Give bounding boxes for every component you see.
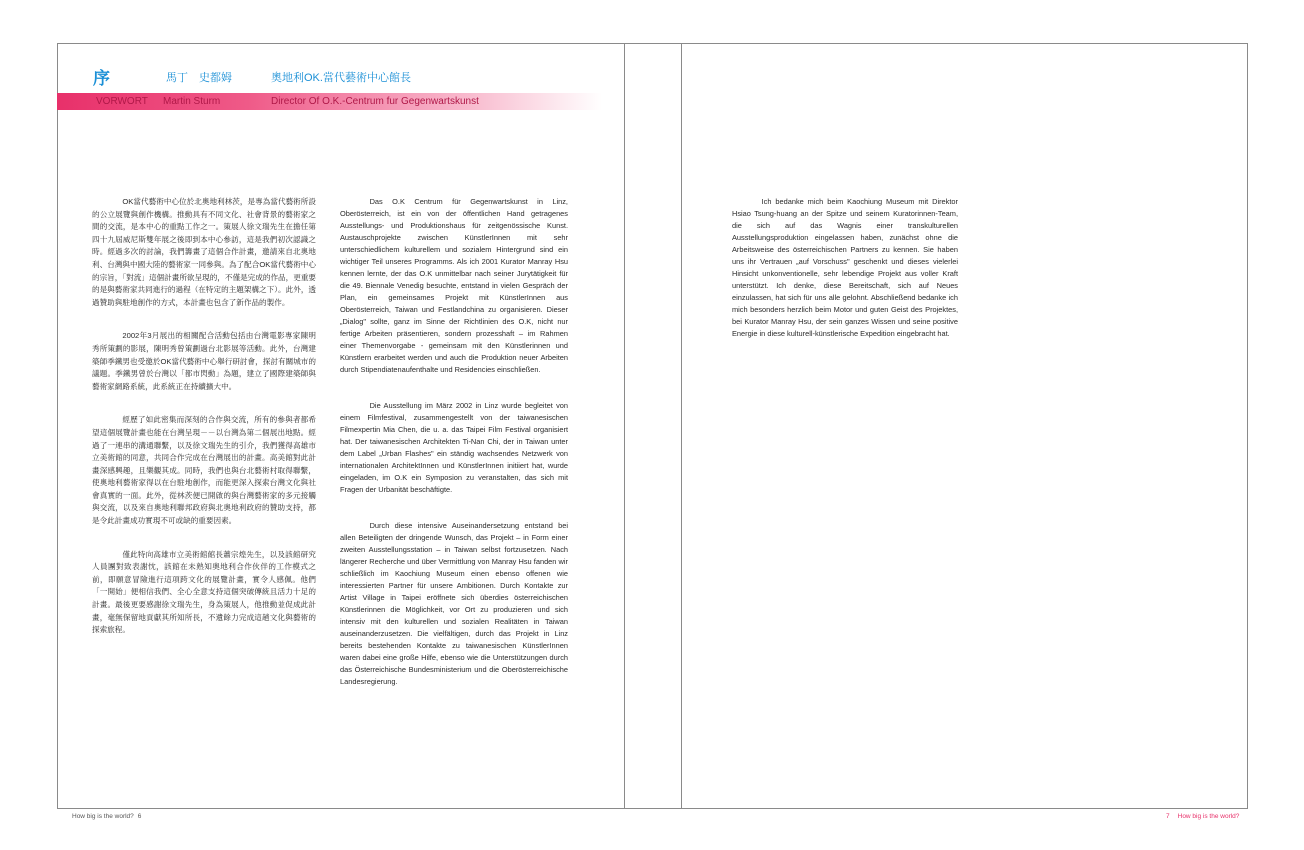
- footer-left-text: How big is the world?: [72, 813, 134, 820]
- paragraph-de-3: Durch diese intensive Auseinandersetzung entstand bei allen Beteiligten der dringende Wunsch, das Projekt – in Form einer zweiten Ausstellungsstation – in Taiwan selbst fortzusetzen. Nach längerer Recherche und über Vermittlung von Manray Hsu fanden wir schließlich im Kaochiung Museum einen ebenso offenen wie interessierten Partner für unsere Ambitionen. Durch Kontakte zur Artist Village in Taipei eröffnete sich überdies österreichischen Künstlerinnen die Möglichkeit, vor Ort zu produzieren und sich intensiv mit den kulturellen und sozialen Realitäten in Taiwan auseinanderzusetzen. Die vielfältigen, durch das Projekt in Linz bereits bestehenden Kontakte zu taiwanesischen KünstlerInnen waren dabei eine große Hilfe, ebenso wie die Unterstützungen durch das Österreichische Bundesministerium und die Oberösterreichische Landesregierung.: [340, 521, 568, 686]
- footer-right-text: How big is the world?: [1177, 813, 1240, 820]
- page-number-left: 6: [137, 813, 142, 820]
- author-role-zh: 奧地利OK.當代藝術中心館長: [271, 72, 411, 84]
- paragraph-zh-3: 經歷了如此密集而深刻的合作與交流，所有的參與者都希望這個展覽計畫也能在台灣呈現－－以台灣為第二個展出地點。經過了一連串的溝通聯繫，以及徐文瑞先生的引介，我們獲得高雄市立美術館的同意，共同合作完成在台灣展出的計畫。高美館對此計畫深感興趣，且樂觀其成。同時，我們也與台北藝術村取得聯繫，使奧地利藝術家得以在台駐地創作，而能更深入探索台灣文化與社會真實的一面。此外，從林茨便已開啟的與台灣藝術家的多元接觸與交流，以及來自奧地利聯邦政府與北奧地利政府的贊助支持，都是令此計畫成功實現不可或缺的重要因素。: [92, 415, 316, 526]
- paragraph-de-2: Die Ausstellung im März 2002 in Linz wurde begleitet von einem Filmfestival, zusammengestellt von der taiwanesischen Filmexpertin Mia Chen, die u. a. das Taipei Film Festival organisiert hat. Der taiwanesischen Architekten Ti-Nan Chi, der in Taiwan unter dem Label „Urban Flashes" ein ständig wachsendes Netzwerk von internationalen ArchitektInnen und KünstlerInnen initiiert hat, wurde eingeladen, im O.K ein Symposion zu veranstalten, das sich mit Fragen der Urbanität beschäftigte.: [340, 401, 568, 494]
- paragraph-de-4: Ich bedanke mich beim Kaochiung Museum mit Direktor Hsiao Tsung-huang an der Spitze und seinem Kuratorinnen-Team, die sich auf das Wagnis einer transkulturellen Ausstellungsproduktion eingelassen haben, zunächst ohne die Arbeitsweise des österreichischen Partners zu kennen. Sie haben uns ihr Vertrauen „auf Vorschuss" geschenkt und dieses vielerlei Hinsicht unkonventionelle, sehr lebendige Projekt aus voller Kraft unterstützt. Ich denke, diese Bereitschaft, sich auf Neues einzulassen, hat sich für uns alle gelohnt. Abschließend bedanke ich mich besonders herzlich beim Motor und guten Geist des Projektes, bei Kurator Manray Hsu, der sein ganzes Wissen und seine positive Energie in diese kulturell-künstlerische Expedition eingebracht hat.: [732, 197, 958, 338]
- gutter-frame: [624, 43, 682, 809]
- paragraph-zh-2: 2002年3月展出的相關配合活動包括由台灣電影專家陳明秀所策劃的影展，陳明秀曾策劃過台北影展等活動。此外，台灣建築師季鐵男也受邀於OK當代藝術中心舉行研討會，探討有關城市的議題。季鐵男曾於台灣以「都市閃動」為題，建立了國際建築師與藝術家網路系統，此系統正在持續擴大中。: [92, 331, 316, 391]
- author-name-zh: 馬丁 史都姆: [166, 72, 232, 84]
- section-title-de: VORWORT: [96, 96, 148, 107]
- paragraph-de-1: Das O.K Centrum für Gegenwartskunst in Linz, Oberösterreich, ist ein von der öffentlichen Hand getragenes Ausstellungs- und Produktionshaus für zeitgenössische Kunst. Austauschprojekte zwischen KünstlerInnen mit sehr unterschiedlichem kulturellem und sozialem Hintergrund sind ein wichtiger Teil unseres Programms. Als ich 2001 Kurator Manray Hsu kennen lernte, der das O.K unmittelbar nach seiner Jurytätigkeit für die 49. Biennale Venedig besuchte, entstand in vielen Gespräch der Plan, ein gemeinsames Projekt mit KünstlerInnen aus Oberösterreich, Taiwan und Festlandchina zu organisieren. Dieser „Dialog" sollte, ganz im Sinne der Richtlinien des O.K, nicht nur fertige Arbeiten präsentieren, sondern prozesshaft – im Rahmen einer Themenvorgabe - gemeinsam mit den Künstlerinnen und Künstlern erarbeitet werden und auch die Produktion neuer Arbeiten durch Stipendiatenaufenthalte und Residencies einschließen.: [340, 197, 568, 374]
- page-number-right: 7: [1166, 813, 1170, 820]
- paragraph-zh-4: 僅此特向高雄市立美術館館長蕭宗煌先生，以及該館研究人員團對致表謝忱，該館在未熟知奧地利合作伙伴的工作模式之前，即願意冒險進行這項跨文化的展覽計畫，實令人感佩。他們「一開始」便相信我們、全心全意支持這個突破傳統且活力十足的計畫。最後更要感謝徐文瑞先生，身為策展人，他推動並促成此計畫，毫無保留地貢獻其所知所長，不遺餘力完成這趟文化與藝術的探索旅程。: [92, 549, 316, 635]
- right-page-frame: [681, 43, 1248, 809]
- section-title-zh: 序: [93, 69, 110, 88]
- german-text-column-right: [732, 196, 958, 358]
- german-text-column: [340, 196, 568, 712]
- chinese-text-column: [92, 196, 316, 658]
- author-role-de: Director Of O.K.-Centrum fur Gegenwartskunst: [271, 96, 479, 107]
- paragraph-zh-1: OK當代藝術中心位於北奧地利林茨，是專為當代藝術所設的公立展覽與創作機構。推動具有不同文化、社會背景的藝術家之間的交流，是本中心的重點工作之一。策展人徐文瑞先生在擔任第四十九屆威尼斯雙年展之後即到本中心參訪，這是我們初次認識之時。經過多次的討論，我們籌畫了這個合作計畫，邀請來自北奧地利、台灣與中國大陸的藝術家一同參與。為了配合OK當代藝術中心的宗旨，「對流」這個計畫所欲呈現的，不僅是完成的作品，更重要的是與藝術家共同進行的過程（在特定的主題架構之下）。此外，透過贊助與駐地創作的方式，本計畫也包含了新作品的製作。: [92, 197, 317, 307]
- footer-left: [72, 813, 141, 820]
- footer-right: [1166, 813, 1239, 820]
- author-name-de: Martin Sturm: [163, 96, 221, 107]
